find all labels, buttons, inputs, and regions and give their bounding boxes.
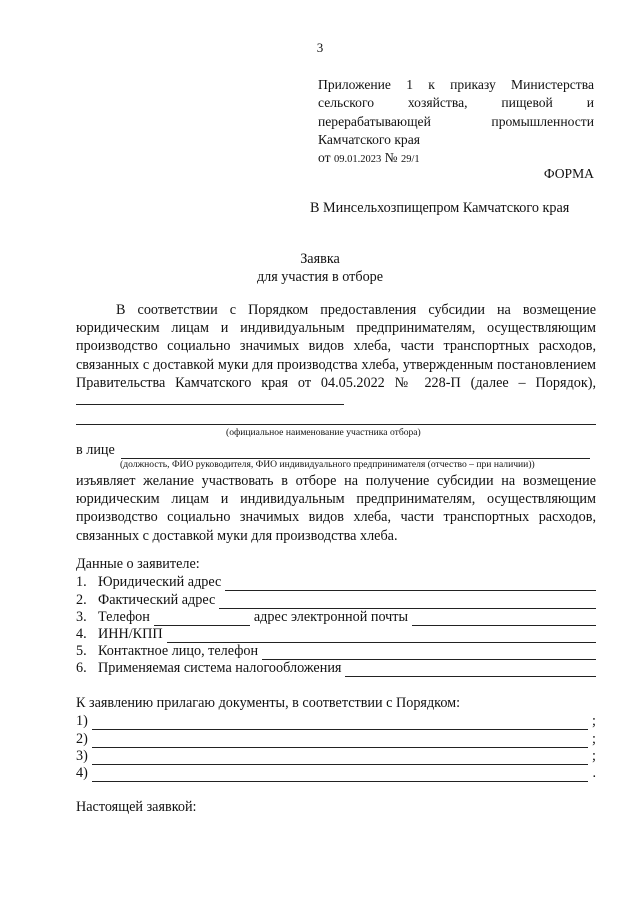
applicant-field-phone-email: [76, 609, 596, 626]
applicant-heading: Данные о заявителе:: [76, 556, 200, 572]
field-number: 1.: [76, 574, 87, 590]
in-person-blank-line[interactable]: [121, 445, 590, 459]
tax-system-line[interactable]: [345, 663, 596, 677]
document-number: 1): [76, 713, 88, 729]
phone-line[interactable]: [154, 612, 250, 626]
field-number: 2.: [76, 592, 87, 608]
field-number: 4.: [76, 626, 87, 642]
field-number: 3.: [76, 609, 87, 625]
order-date: 09.01.2023: [333, 154, 382, 166]
form-label: ФОРМА: [543, 166, 594, 181]
recipient: В Минсельхозпищепром Камчатского края: [310, 200, 570, 216]
intro-blank-line[interactable]: [76, 404, 344, 405]
appendix-line-3: перерабатывающей промышленности: [318, 113, 594, 129]
document-title: [0, 250, 640, 286]
field-label: Телефон: [98, 609, 150, 625]
email-label: адрес электронной почты: [253, 609, 409, 625]
appendix-line-2: сельского хозяйства, пищевой и: [318, 95, 594, 111]
participant-name-line[interactable]: [76, 424, 596, 425]
closing-text: Настоящей заявкой:: [76, 799, 197, 815]
applicant-field-inn-kpp: [76, 626, 596, 643]
email-line[interactable]: [412, 612, 596, 626]
document-item: [76, 731, 596, 748]
document-line[interactable]: [92, 768, 589, 782]
appendix-reference: [318, 76, 594, 169]
document-item: [76, 765, 596, 782]
appendix-line-1: Приложение 1 к приказу Министерства: [318, 77, 594, 92]
document-number: 3): [76, 748, 88, 764]
document-line[interactable]: [92, 716, 588, 730]
document-end: ;: [592, 748, 596, 764]
intro-text: В соответствии с Порядком предоставления субсидии на возмещение юридическим лицам и индивидуальным предпринимателям, осуществляющим производство социально значимых видов хлеба, части транспортных расходов, связанных с доставкой муки для производства хлеба, утвержденным постановлением Правительства Камчатского края от 04.05.2022 № 228-П (далее – Порядок),: [76, 302, 596, 391]
legal-address-line[interactable]: [225, 577, 596, 591]
field-label: ИНН/КПП: [98, 626, 163, 642]
document-item: [76, 713, 596, 730]
intro-paragraph: [76, 301, 596, 410]
in-person-label: в лице: [76, 442, 115, 458]
document-line[interactable]: [92, 751, 588, 765]
in-person-row: [76, 441, 596, 459]
document-number: 4): [76, 765, 88, 781]
document-line[interactable]: [92, 734, 588, 748]
number-sign: №: [384, 150, 398, 166]
applicant-field-legal-address: [76, 574, 596, 591]
field-label: Контактное лицо, телефон: [98, 643, 259, 659]
document-end: ;: [592, 731, 596, 747]
title-line-2: для участия в отборе: [256, 269, 384, 285]
inn-kpp-line[interactable]: [167, 629, 596, 643]
applicant-field-tax-system: [76, 660, 596, 677]
in-person-caption: (должность, ФИО руководителя, ФИО индивидуального предпринимателя (отчество – при наличии)): [120, 459, 535, 470]
document-number: 2): [76, 731, 88, 747]
applicant-field-contact: [76, 643, 596, 660]
applicant-field-actual-address: [76, 592, 596, 609]
appendix-line-4: Камчатского края: [318, 131, 421, 147]
field-number: 6.: [76, 660, 87, 676]
participant-caption: (официальное наименование участника отбора): [226, 427, 421, 438]
page-number: 3: [316, 40, 324, 55]
actual-address-line[interactable]: [219, 595, 596, 609]
documents-heading: К заявлению прилагаю документы, в соответствии с Порядком:: [76, 695, 461, 711]
document-end: ;: [592, 713, 596, 729]
contact-line[interactable]: [262, 646, 596, 660]
field-label: Применяемая система налогообложения: [98, 660, 342, 676]
order-number: 29/1: [401, 154, 420, 166]
document-end: .: [592, 765, 596, 781]
title-line-1: Заявка: [300, 251, 340, 267]
field-number: 5.: [76, 643, 87, 659]
field-label: Юридический адрес: [98, 574, 222, 590]
date-prefix: от: [318, 150, 331, 166]
declaration-paragraph: изъявляет желание участвовать в отборе на получение субсидии на возмещение юридическим лицам и индивидуальным предпринимателям, осуществляющим производство социально значимых видов хлеба, части транспортных расходов, связанных с доставкой муки для производства хлеба.: [76, 473, 596, 544]
document-item: [76, 748, 596, 765]
field-label: Фактический адрес: [98, 592, 216, 608]
